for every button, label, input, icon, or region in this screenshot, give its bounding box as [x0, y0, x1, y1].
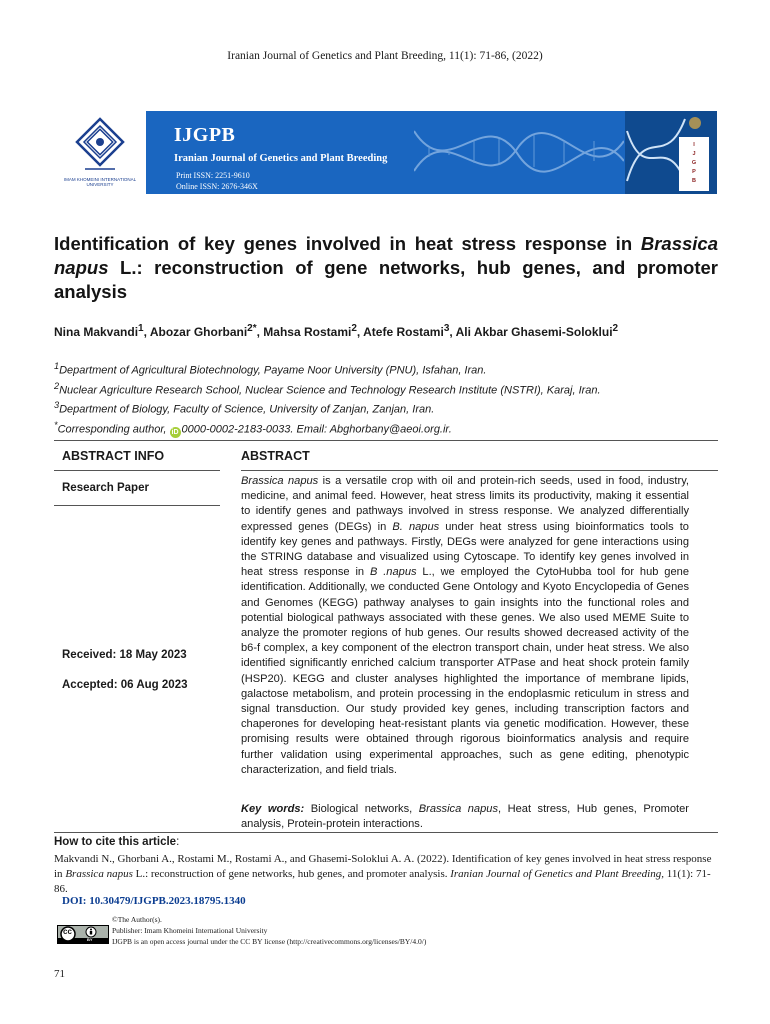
cover-letters: I J G P B: [691, 142, 697, 184]
publisher: Publisher: Imam Khomeini International University: [112, 926, 268, 935]
issn-online: Online ISSN: 2676-346X: [176, 182, 258, 191]
university-name: IMAM KHOMEINI INTERNATIONAL UNIVERSITY: [63, 177, 137, 187]
issn-print: Print ISSN: 2251-9610: [176, 171, 250, 180]
keywords: Key words: Biological networks, Brassica napus, Heat stress, Hub genes, Promoter analysis, Protein-protein interactions.: [241, 803, 689, 831]
divider: [241, 470, 718, 471]
copyright: ©The Author(s).: [112, 915, 162, 924]
cc-by-badge[interactable]: [57, 925, 109, 944]
journal-full-name: Iranian Journal of Genetics and Plant Breeding: [174, 153, 388, 164]
orcid-icon[interactable]: iD: [171, 428, 179, 436]
by-label: BY: [87, 937, 93, 942]
abstract-body: Brassica napus is a versatile crop with oil and protein-rich seeds, used in food, industry, medicine, and animal feed. However, heat stress limits its productivity, making it essential to identify genes and pathways involved in stress response. We analyzed differentially expressed genes (DEGs) in B. napus under heat stress using bioinformatics tools to identify key genes and pathways. Firstly, DEGs were analyzed for gene interactions using the STRING database and visualized using Cytoscape. To identify key genes involved in heat stress response in B .napus L., we employed the CytoHubba tool for hub gene identification. Additionally, we conducted Gene Ontology and Kyoto Encyclopedia of Genes and Genomes (KEGG) pathway analyses to gain insights into the functional roles and potential biological pathways associated with these genes. We also used MEME Suite to analyze the promoter regions of hub genes. Our results showed decreased activity of the b6-f complex, a key component of the electron transport chain, under heat stress. We also identified significantly enriched calcium transporter ATPase and heat shock protein family (HSP20). KEGG and cluster analyses highlighted the importance of membrane lipids, galactose metabolism, and protein processing in the endoplasmic reticulum in stress and signal transduction. Our study provided key genes, including transcription factors and chaperones for developing heat-resistant plants via genetic modification. However, these promising results were obtained through rigorous bioinformatics analysis and require further validation using experimental approaches, such as gene editing, phenotypic characterization, and field trials.: [241, 475, 689, 776]
corresponding-author: *Corresponding author, iD 0000-0002-2183-0033. Email: Abghorbany@aeoi.org.ir.: [54, 419, 452, 436]
keywords-label: Key words:: [241, 803, 305, 815]
page-number: 71: [54, 968, 65, 980]
author-list: Nina Makvandi$^1$, Abozar Ghorbani$^{2*}$, Mahsa Rostami$^2$, Atefe Rostami$^3$, Ali Akbar Ghasemi-Soloklui$^2$: [54, 323, 619, 339]
citation-heading: How to cite this article:: [54, 836, 180, 848]
journal-abbreviation: IJGPB: [174, 124, 236, 146]
article-title: Identification of key genes involved in heat stress response in Brassica napus L.: reconstruction of gene networks, hub genes, and promoter analysis: [54, 233, 718, 302]
divider: [54, 505, 220, 506]
license-block: [112, 914, 672, 947]
author-name: Nina Makvandi: [54, 325, 139, 339]
affiliation-2: $^2$Nuclear Agriculture Research School, Nuclear Science and Technology Research Institute (NSTRI), Karaj, Iran.: [54, 380, 601, 397]
divider: [54, 440, 718, 441]
license-statement: IJGPB is an open access journal under the CC BY license (http://creativecommons.org/licenses/BY/4.0/): [112, 937, 427, 946]
author-name: Atefe Rostami: [363, 325, 444, 339]
author-name: Ali Akbar Ghasemi-Soloklui: [455, 325, 613, 339]
citation-text: Makvandi N., Ghorbani A., Rostami M., Rostami A., and Ghasemi-Soloklui A. A. (2022). Identification of key genes involved in heat stress response in Brassica napus L.: reconstruction of gene networks, hub genes, and promoter analysis. Iranian Journal of Genetics and Plant Breeding, 11(1): 71-86.: [54, 853, 712, 895]
affiliations: [54, 359, 718, 438]
abstract-heading: ABSTRACT: [241, 449, 310, 463]
journal-banner: [54, 111, 717, 194]
dna-helix-icon: [414, 111, 624, 194]
university-emblem-icon: [75, 117, 125, 173]
doi-link[interactable]: DOI: 10.30479/IJGPB.2023.18795.1340: [62, 895, 246, 907]
cc-label: cc: [63, 927, 72, 936]
received-date: Received: 18 May 2023: [62, 649, 187, 661]
running-head: Iranian Journal of Genetics and Plant Breeding, 11(1): 71-86, (2022): [227, 50, 543, 62]
author-name: Mahsa Rostami: [263, 325, 352, 339]
accepted-date: Accepted: 06 Aug 2023: [62, 679, 188, 691]
divider: [54, 470, 220, 471]
author-name: Abozar Ghorbani: [149, 325, 248, 339]
affiliation-3: $^3$Department of Biology, Faculty of Science, University of Zanjan, Zanjan, Iran.: [54, 400, 435, 416]
title-species: Brassica napus: [54, 233, 718, 278]
abstract-info-heading: ABSTRACT INFO: [62, 449, 165, 463]
article-type: Research Paper: [62, 482, 149, 494]
journal-cover-thumbnail: [625, 111, 717, 194]
university-logo: [54, 111, 146, 194]
affiliation-1: $^1$Department of Agricultural Biotechnology, Payame Noor University (PNU), Isfahan, Iran.: [54, 361, 487, 377]
